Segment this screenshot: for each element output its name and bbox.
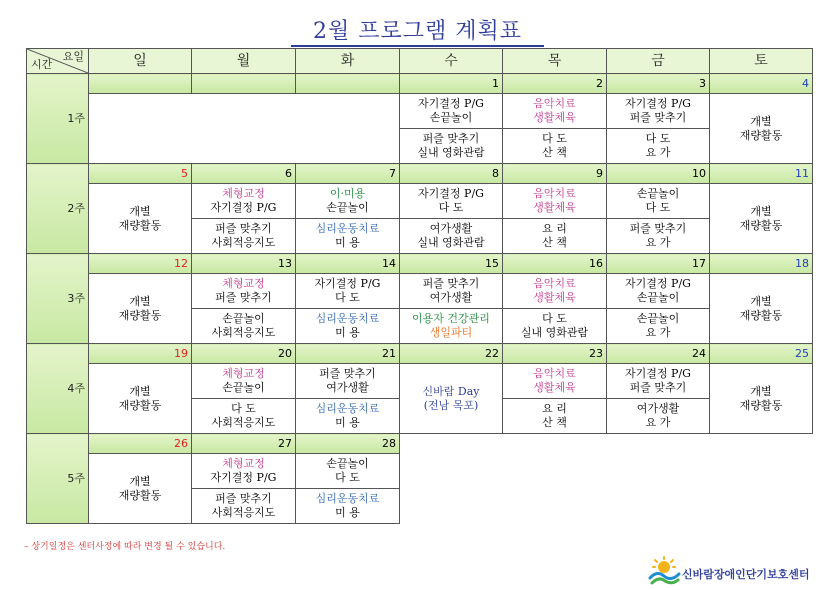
date-cell: 1 [400, 74, 503, 94]
activity-cell: 심리운동치료 미 용 [296, 489, 400, 524]
week-label: 2주 [27, 164, 89, 254]
date-cell: 19 [89, 344, 192, 364]
activity-cell: 자기결정 P/G 다 도 [296, 274, 400, 309]
date-cell: 14 [296, 254, 400, 274]
header-row [27, 49, 813, 74]
activity-cell: 여가생활 실내 영화관람 [400, 219, 503, 254]
date-cell: 6 [192, 164, 296, 184]
activity-cell: 자기결정 P/G 퍼즐 맞추기 [607, 364, 710, 399]
day-header-sun: 일 [89, 49, 192, 74]
activity-cell: 이용자 건강관리 생일파티 [400, 309, 503, 344]
weekend-activity-cell: 개별 재량활동 [89, 454, 192, 524]
event-cell: 신바람 Day (전남 목포) [400, 364, 503, 434]
week-3-am-row [27, 274, 813, 309]
activity-cell: 음악치료 생활체육 [503, 184, 607, 219]
activity-cell: 심리운동치료 미 용 [296, 219, 400, 254]
weekend-activity-cell: 개별 재량활동 [710, 94, 813, 164]
activity-cell: 요 리 산 책 [503, 399, 607, 434]
activity-cell: 손끝놀이 사회적응지도 [192, 309, 296, 344]
activity-cell: 손끝놀이 다 도 [296, 454, 400, 489]
date-cell: 23 [503, 344, 607, 364]
date-cell: 2 [503, 74, 607, 94]
activity-cell: 자기결정 P/G 손끝놀이 [607, 274, 710, 309]
day-header-fri: 금 [607, 49, 710, 74]
date-cell: 5 [89, 164, 192, 184]
weekend-activity-cell: 개별 재량활동 [89, 364, 192, 434]
weekend-activity-cell: 개별 재량활동 [89, 184, 192, 254]
activity-cell: 여가생활 요 가 [607, 399, 710, 434]
weekend-activity-cell: 개별 재량활동 [710, 364, 813, 434]
activity-cell: 요 리 산 책 [503, 219, 607, 254]
date-cell: 25 [710, 344, 813, 364]
corner-day-label: 요일 [62, 50, 84, 63]
logo-text: 신바람장애인단기보호센터 [682, 568, 810, 581]
date-cell: 17 [607, 254, 710, 274]
day-header-mon: 월 [192, 49, 296, 74]
empty-cell [400, 434, 813, 524]
activity-cell: 다 도 요 가 [607, 129, 710, 164]
date-cell: 13 [192, 254, 296, 274]
weekend-activity-cell: 개별 재량활동 [710, 274, 813, 344]
day-header-thu: 목 [503, 49, 607, 74]
date-cell: 12 [89, 254, 192, 274]
activity-cell: 자기결정 P/G 다 도 [400, 184, 503, 219]
activity-cell: 손끝놀이 요 가 [607, 309, 710, 344]
activity-cell: 심리운동치료 미 용 [296, 399, 400, 434]
activity-cell: 다 도 실내 영화관람 [503, 309, 607, 344]
activity-cell: 음악치료 생활체육 [503, 94, 607, 129]
date-cell: 15 [400, 254, 503, 274]
week-3-date-row [27, 254, 813, 274]
activity-cell: 이·미용 손끝놀이 [296, 184, 400, 219]
week-label: 4주 [27, 344, 89, 434]
date-cell: 3 [607, 74, 710, 94]
date-cell: 27 [192, 434, 296, 454]
page-title: 2월 프로그램 계획표 [0, 14, 835, 45]
corner-header [27, 49, 89, 74]
date-cell: 10 [607, 164, 710, 184]
sun-person-logo-icon [647, 556, 681, 586]
day-header-sat: 토 [710, 49, 813, 74]
activity-cell: 퍼즐 맞추기 사회적응지도 [192, 219, 296, 254]
week-label: 3주 [27, 254, 89, 344]
week-4-date-row [27, 344, 813, 364]
activity-cell: 체형교정 자기결정 P/G [192, 454, 296, 489]
activity-cell: 체형교정 자기결정 P/G [192, 184, 296, 219]
date-cell: 21 [296, 344, 400, 364]
weekend-activity-cell: 개별 재량활동 [89, 274, 192, 344]
date-cell: 28 [296, 434, 400, 454]
program-calendar-table [26, 48, 813, 524]
date-cell: 22 [400, 344, 503, 364]
week-1-date-row [27, 74, 813, 94]
date-cell: 24 [607, 344, 710, 364]
week-5-date-row [27, 434, 813, 454]
weekend-activity-cell: 개별 재량활동 [710, 184, 813, 254]
activity-cell: 퍼즐 맞추기 실내 영화관람 [400, 129, 503, 164]
activity-cell: 다 도 사회적응지도 [192, 399, 296, 434]
date-cell: 18 [710, 254, 813, 274]
activity-cell: 퍼즐 맞추기 여가생활 [296, 364, 400, 399]
activity-cell: 체형교정 손끝놀이 [192, 364, 296, 399]
day-header-wed: 수 [400, 49, 503, 74]
date-cell [89, 74, 192, 94]
activity-cell: 퍼즐 맞추기 사회적응지도 [192, 489, 296, 524]
activity-cell: 심리운동치료 미 용 [296, 309, 400, 344]
week-2-date-row [27, 164, 813, 184]
date-cell: 8 [400, 164, 503, 184]
week-4-am-row [27, 364, 813, 399]
center-logo [647, 556, 822, 586]
date-cell: 4 [710, 74, 813, 94]
activity-cell: 체형교정 퍼즐 맞추기 [192, 274, 296, 309]
corner-time-label: 시간 [31, 58, 53, 71]
activity-cell: 음악치료 생활체육 [503, 274, 607, 309]
activity-cell: 다 도 산 책 [503, 129, 607, 164]
activity-cell: 자기결정 P/G 퍼즐 맞추기 [607, 94, 710, 129]
activity-cell: 자기결정 P/G 손끝놀이 [400, 94, 503, 129]
date-cell: 9 [503, 164, 607, 184]
activity-cell: 퍼즐 맞추기 여가생활 [400, 274, 503, 309]
empty-cell [89, 94, 400, 164]
activity-cell: 손끝놀이 다 도 [607, 184, 710, 219]
date-cell [192, 74, 296, 94]
date-cell: 11 [710, 164, 813, 184]
day-header-tue: 화 [296, 49, 400, 74]
date-cell: 7 [296, 164, 400, 184]
date-cell: 26 [89, 434, 192, 454]
schedule-note: – 상기일정은 센터사정에 따라 변경 될 수 있습니다. [24, 542, 226, 552]
week-label: 5주 [27, 434, 89, 524]
date-cell: 20 [192, 344, 296, 364]
activity-cell: 퍼즐 맞추기 요 가 [607, 219, 710, 254]
activity-cell: 음악치료 생활체육 [503, 364, 607, 399]
date-cell [296, 74, 400, 94]
date-cell: 16 [503, 254, 607, 274]
week-1-am-row [27, 94, 813, 129]
week-2-am-row [27, 184, 813, 219]
week-label: 1주 [27, 74, 89, 164]
